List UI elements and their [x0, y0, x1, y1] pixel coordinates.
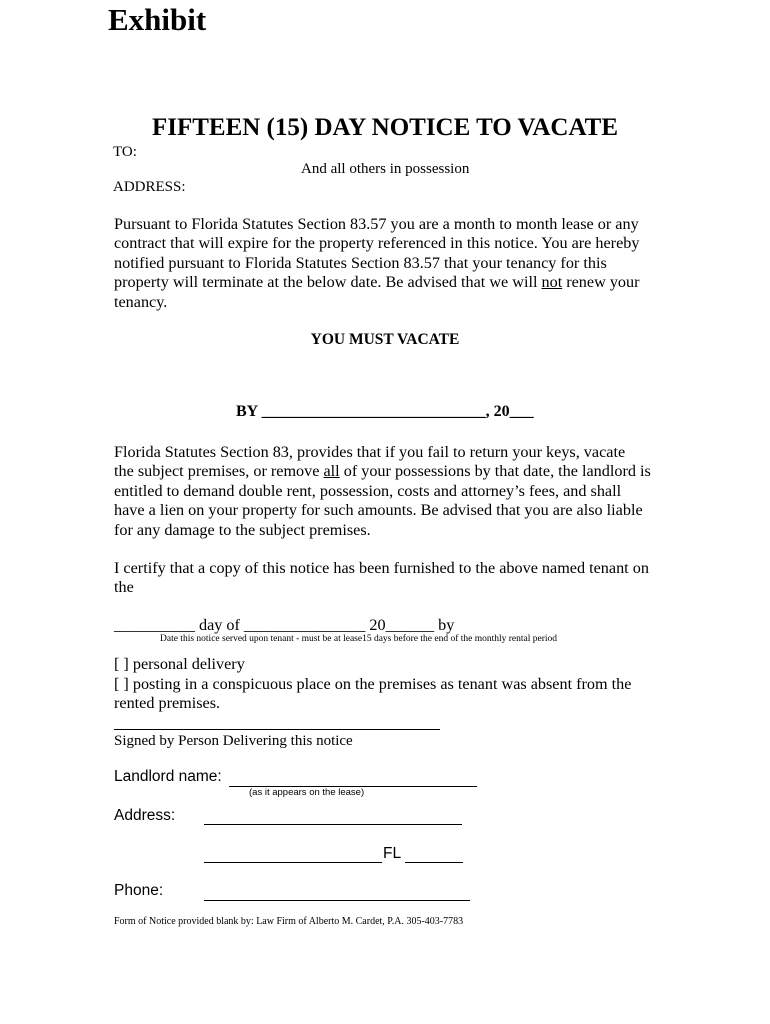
paragraph-line: entitled to demand double rent, possession, costs and attorney’s fees, and shall: [114, 481, 622, 500]
paragraph-line: tenancy.: [114, 292, 168, 311]
others-in-possession-text: And all others in possession: [301, 161, 470, 177]
landlord-name-note: (as it appears on the lease): [249, 787, 365, 798]
must-vacate-heading: YOU MUST VACATE: [310, 331, 460, 348]
emphasis-not: not: [541, 273, 563, 292]
personal-delivery-checkbox[interactable]: [ ] personal delivery: [114, 655, 245, 673]
page-title: FIFTEEN (15) DAY NOTICE TO VACATE: [151, 114, 619, 141]
paragraph-line: [114, 462, 674, 481]
paragraph-line: for any damage to the subject premises.: [114, 520, 371, 539]
posting-checkbox[interactable]: [ ] posting in a conspicuous place on the premises as tenant was absent from the: [114, 675, 632, 693]
vacate-by-date-line: BY ____________________________, 20___: [236, 403, 534, 420]
line-text: renew your: [562, 273, 640, 292]
landlord-address-label: Address:: [114, 807, 176, 824]
paragraph-line: notified pursuant to Florida Statutes Section 83.57 that your tenancy for this: [114, 253, 607, 272]
service-date-note: Date this notice served upon tenant - must be at lease15 days before the end of the monthly rental period: [160, 634, 558, 644]
paragraph-line: the: [114, 578, 134, 597]
landlord-phone-field[interactable]: [204, 900, 470, 901]
notice-paragraph: [114, 215, 674, 312]
footer-credit: Form of Notice provided blank by: Law Firm of Alberto M. Cardet, P.A. 305-403-7783: [114, 916, 464, 927]
statute-paragraph: [114, 443, 674, 540]
paragraph-line: [114, 273, 674, 292]
state-label: FL: [383, 845, 402, 862]
signature-caption: Signed by Person Delivering this notice: [114, 733, 353, 749]
landlord-city-field[interactable]: [204, 862, 382, 863]
landlord-phone-label: Phone:: [114, 882, 164, 899]
paragraph-line: Pursuant to Florida Statutes Section 83.57 you are a month to month lease or any: [114, 215, 639, 233]
landlord-zip-field[interactable]: [405, 862, 463, 863]
signature-line[interactable]: [114, 729, 440, 730]
certification-paragraph: [114, 559, 674, 598]
line-text: of your possessions by that date, the landlord is: [339, 462, 651, 481]
landlord-name-label: Landlord name:: [114, 768, 222, 785]
exhibit-heading: Exhibit: [108, 2, 207, 37]
landlord-address-field[interactable]: [204, 824, 462, 825]
line-text: property will terminate at the below date. Be advised that we will: [114, 273, 542, 292]
to-label: TO:: [113, 144, 137, 160]
paragraph-line: contract that will expire for the property referenced in this notice. You are hereby: [114, 234, 640, 253]
line-text: the subject premises, or remove: [114, 462, 324, 481]
paragraph-line: have a lien on your property for such amounts. Be advised that you are also liable: [114, 501, 643, 520]
posting-text-continued: rented premises.: [114, 694, 221, 712]
address-label: ADDRESS:: [113, 179, 186, 195]
paragraph-line: I certify that a copy of this notice has been furnished to the above named tenant on: [114, 559, 649, 577]
service-date-field[interactable]: __________ day of _______________ 20______ by: [114, 616, 455, 634]
paragraph-line: Florida Statutes Section 83, provides that if you fail to return your keys, vacate: [114, 443, 626, 461]
emphasis-all: all: [323, 462, 340, 481]
